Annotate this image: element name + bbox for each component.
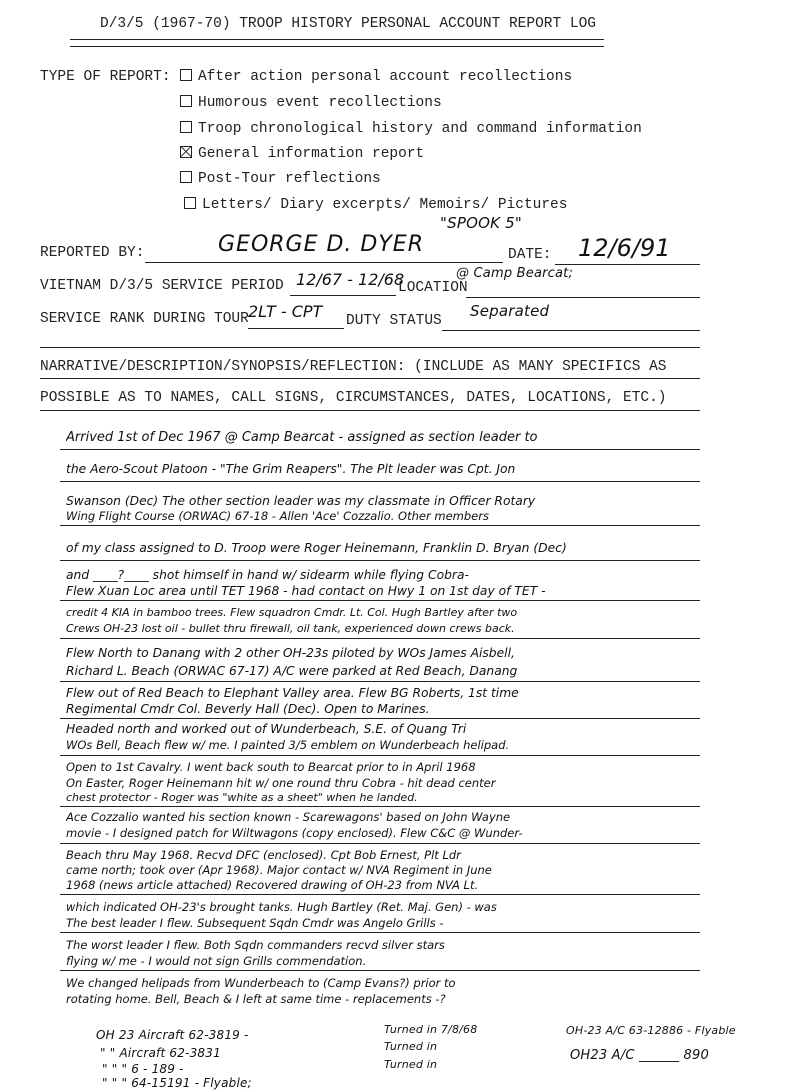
narrative-rule: [60, 755, 700, 756]
narrative-line: Ace Cozzalio wanted his section known - Scarewagons' based on John Wayne: [66, 810, 511, 824]
narrative-line: 1968 (news article attached) Recovered drawing of OH-23 from NVA Lt.: [66, 878, 479, 892]
aircraft-row-2-right: Turned in: [384, 1040, 438, 1053]
narrative-rule: [60, 449, 700, 450]
narrative-line: Beach thru May 1968. Recvd DFC (enclosed). Cpt Bob Ernest, Plt Ldr: [66, 848, 461, 862]
narrative-rule: [60, 638, 700, 639]
aircraft-row-3-right: Turned in: [384, 1058, 438, 1071]
rank-line: [248, 328, 344, 329]
checkbox-general-info-checked[interactable]: [180, 146, 192, 158]
narrative-rule: [60, 843, 700, 844]
narrative-line: The best leader I flew. Subsequent Sqdn Cmdr was Angelo Grills -: [66, 916, 444, 930]
checkbox-chronological[interactable]: [180, 121, 192, 133]
narrative-rule: [60, 894, 700, 895]
narrative-line: of my class assigned to D. Troop were Roger Heinemann, Franklin D. Bryan (Dec): [66, 541, 567, 555]
narrative-prompt-line-1: NARRATIVE/DESCRIPTION/SYNOPSIS/REFLECTION: (INCLUDE AS MANY SPECIFICS AS: [40, 359, 667, 375]
aircraft-row-1-left: OH 23 Aircraft 62-3819 -: [96, 1028, 249, 1042]
narrative-line: the Aero-Scout Platoon - "The Grim Reapers". The Plt leader was Cpt. Jon: [66, 462, 516, 476]
narrative-rule: [60, 970, 700, 971]
narrative-line: On Easter, Roger Heinemann hit w/ one round thru Cobra - hit dead center: [66, 776, 496, 790]
narrative-rule: [60, 932, 700, 933]
callsign-value[interactable]: "SPOOK 5": [440, 214, 522, 232]
aircraft-side-note-1: OH-23 A/C 63-12886 - Flyable: [566, 1024, 736, 1037]
prompt-rule-2: [40, 378, 700, 379]
option-general-info[interactable]: General information report: [180, 146, 424, 162]
checkbox-after-action[interactable]: [180, 69, 192, 81]
narrative-line: credit 4 KIA in bamboo trees. Flew squadron Cmdr. Lt. Col. Hugh Bartley after two: [66, 606, 518, 619]
narrative-rule: [60, 481, 700, 482]
option-humorous[interactable]: Humorous event recollections: [180, 95, 442, 111]
aircraft-row-3-left: " " " 6 - 189 -: [102, 1062, 184, 1076]
narrative-rule: [60, 525, 700, 526]
checkbox-post-tour[interactable]: [180, 171, 192, 183]
narrative-rule: [60, 600, 700, 601]
narrative-line: flying w/ me - I would not sign Grills commendation.: [66, 954, 367, 968]
aircraft-side-note-2: OH23 A/C ______ 890: [570, 1048, 709, 1063]
narrative-line: Flew out of Red Beach to Elephant Valley area. Flew BG Roberts, 1st time: [66, 686, 519, 700]
narrative-line: The worst leader I flew. Both Sqdn commanders recvd silver stars: [66, 938, 445, 952]
date-line: [555, 264, 700, 265]
rank-label: SERVICE RANK DURING TOUR: [40, 311, 249, 327]
narrative-line: chest protector - Roger was "white as a sheet" when he landed.: [66, 791, 418, 804]
rank-value[interactable]: 2LT - CPT: [248, 302, 323, 321]
aircraft-row-4-left: " " " 64-15191 - Flyable;: [102, 1076, 252, 1090]
narrative-rule: [60, 560, 700, 561]
narrative-line: Open to 1st Cavalry. I went back south to Bearcat prior to in April 1968: [66, 760, 476, 774]
date-value[interactable]: 12/6/91: [578, 234, 671, 262]
location-line: [466, 297, 700, 298]
narrative-line: rotating home. Bell, Beach & I left at same time - replacements -?: [66, 992, 446, 1006]
narrative-line: WOs Bell, Beach flew w/ me. I painted 3/5 emblem on Wunderbeach helipad.: [66, 738, 510, 752]
duty-status-label: DUTY STATUS: [346, 313, 442, 329]
duty-status-value[interactable]: Separated: [470, 302, 550, 320]
narrative-rule: [60, 806, 700, 807]
narrative-prompt-line-2: POSSIBLE AS TO NAMES, CALL SIGNS, CIRCUMSTANCES, DATES, LOCATIONS, ETC.): [40, 390, 667, 406]
prompt-rule-1: [40, 347, 700, 348]
location-label: LOCATION: [398, 280, 468, 296]
narrative-line: Arrived 1st of Dec 1967 @ Camp Bearcat - assigned as section leader to: [66, 430, 538, 445]
narrative-line: Richard L. Beach (ORWAC 67-17) A/C were parked at Red Beach, Danang: [66, 664, 518, 678]
narrative-line: Regimental Cmdr Col. Beverly Hall (Dec). Open to Marines.: [66, 702, 430, 716]
option-post-tour[interactable]: Post-Tour reflections: [180, 171, 381, 187]
service-period-value[interactable]: 12/67 - 12/68: [296, 270, 405, 289]
narrative-line: Flew North to Danang with 2 other OH-23s piloted by WOs James Aisbell,: [66, 646, 515, 660]
duty-status-line: [442, 330, 700, 331]
narrative-rule: [60, 681, 700, 682]
option-chronological[interactable]: Troop chronological history and command information: [180, 121, 642, 137]
option-after-action[interactable]: After action personal account recollections: [180, 69, 572, 85]
narrative-line: Swanson (Dec) The other section leader was my classmate in Officer Rotary: [66, 494, 536, 508]
option-letters-diary[interactable]: Letters/ Diary excerpts/ Memoirs/ Pictures: [184, 197, 567, 213]
report-type-label: TYPE OF REPORT:: [40, 69, 171, 85]
narrative-line: Crews OH-23 lost oil - bullet thru firewall, oil tank, experienced down crews back.: [66, 622, 515, 635]
narrative-line: came north; took over (Apr 1968). Major contact w/ NVA Regiment in June: [66, 863, 492, 877]
reported-by-value[interactable]: GEORGE D. DYER: [218, 232, 424, 257]
reported-by-label: REPORTED BY:: [40, 245, 145, 261]
narrative-rule: [60, 718, 700, 719]
service-period-line: [290, 295, 396, 296]
location-value[interactable]: @ Camp Bearcat;: [456, 266, 574, 281]
aircraft-row-1-right: Turned in 7/8/68: [384, 1023, 478, 1036]
aircraft-row-2-left: " " Aircraft 62-3831: [100, 1046, 221, 1060]
title-rule-bottom: [70, 46, 604, 47]
reported-by-line: [145, 262, 503, 263]
narrative-line: movie - I designed patch for Wiltwagons (copy enclosed). Flew C&C @ Wunder-: [66, 826, 523, 840]
narrative-line: Wing Flight Course (ORWAC) 67-18 - Allen 'Ace' Cozzalio. Other members: [66, 509, 489, 523]
narrative-line: and ____?____ shot himself in hand w/ sidearm while flying Cobra-: [66, 568, 469, 582]
narrative-line: which indicated OH-23's brought tanks. Hugh Bartley (Ret. Maj. Gen) - was: [66, 900, 497, 914]
narrative-line: We changed helipads from Wunderbeach to (Camp Evans?) prior to: [66, 976, 456, 990]
checkbox-humorous[interactable]: [180, 95, 192, 107]
form-title: D/3/5 (1967-70) TROOP HISTORY PERSONAL ACCOUNT REPORT LOG: [100, 16, 596, 32]
date-label: DATE:: [508, 247, 552, 263]
narrative-line: Flew Xuan Loc area until TET 1968 - had contact on Hwy 1 on 1st day of TET -: [66, 584, 546, 598]
prompt-rule-3: [40, 410, 700, 411]
title-rule-top: [70, 39, 604, 40]
checkbox-letters-diary[interactable]: [184, 197, 196, 209]
service-period-label: VIETNAM D/3/5 SERVICE PERIOD: [40, 278, 284, 294]
narrative-line: Headed north and worked out of Wunderbeach, S.E. of Quang Tri: [66, 722, 467, 736]
